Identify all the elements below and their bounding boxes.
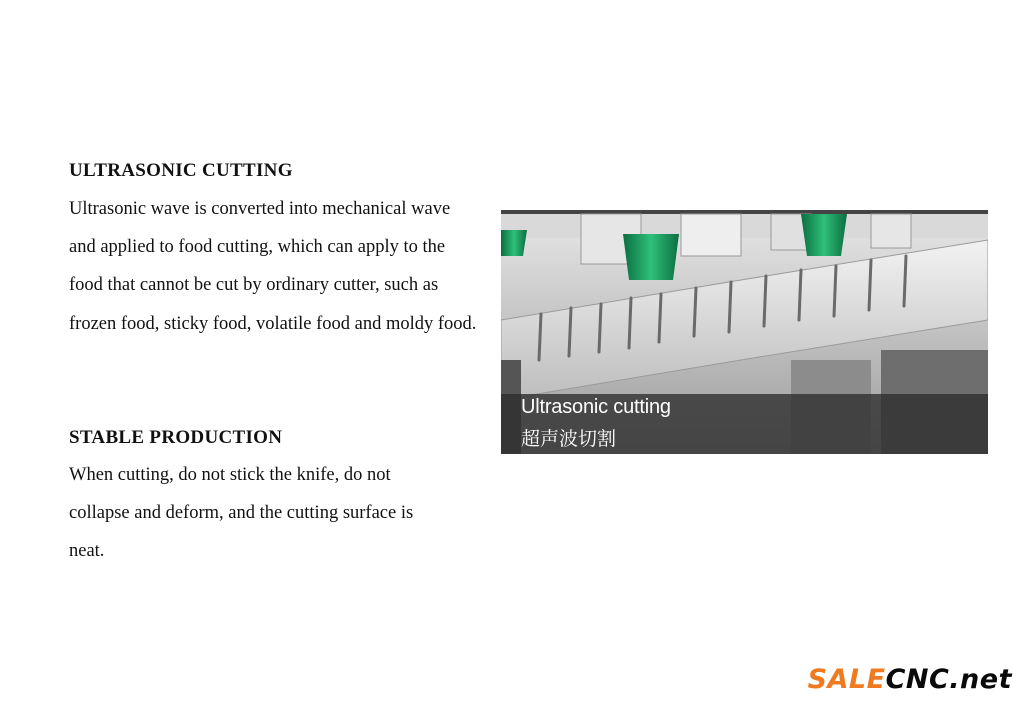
photo-caption-chinese: 超声波切割: [521, 428, 617, 450]
section-body-stable-production: When cutting, do not stick the knife, do not collapse and deform, and the cutting surface is neat.: [69, 465, 414, 562]
ultrasonic-cutting-photo: [501, 210, 988, 454]
logo-part-cnc: CNC.net: [885, 664, 1012, 695]
section-heading-ultrasonic-cutting: ULTRASONIC CUTTING: [69, 160, 293, 181]
logo-part-sale: SALE: [807, 664, 886, 695]
salecnc-logo: [808, 664, 1012, 695]
photo-caption-english: Ultrasonic cutting: [521, 396, 671, 418]
section-body-ultrasonic-cutting: Ultrasonic wave is converted into mechanical wave and applied to food cutting, which can apply to the food that cannot be cut by ordinary cutter, such as frozen food, sticky food, volatile food and moldy food.: [69, 199, 477, 334]
section-heading-stable-production: STABLE PRODUCTION: [69, 427, 283, 448]
